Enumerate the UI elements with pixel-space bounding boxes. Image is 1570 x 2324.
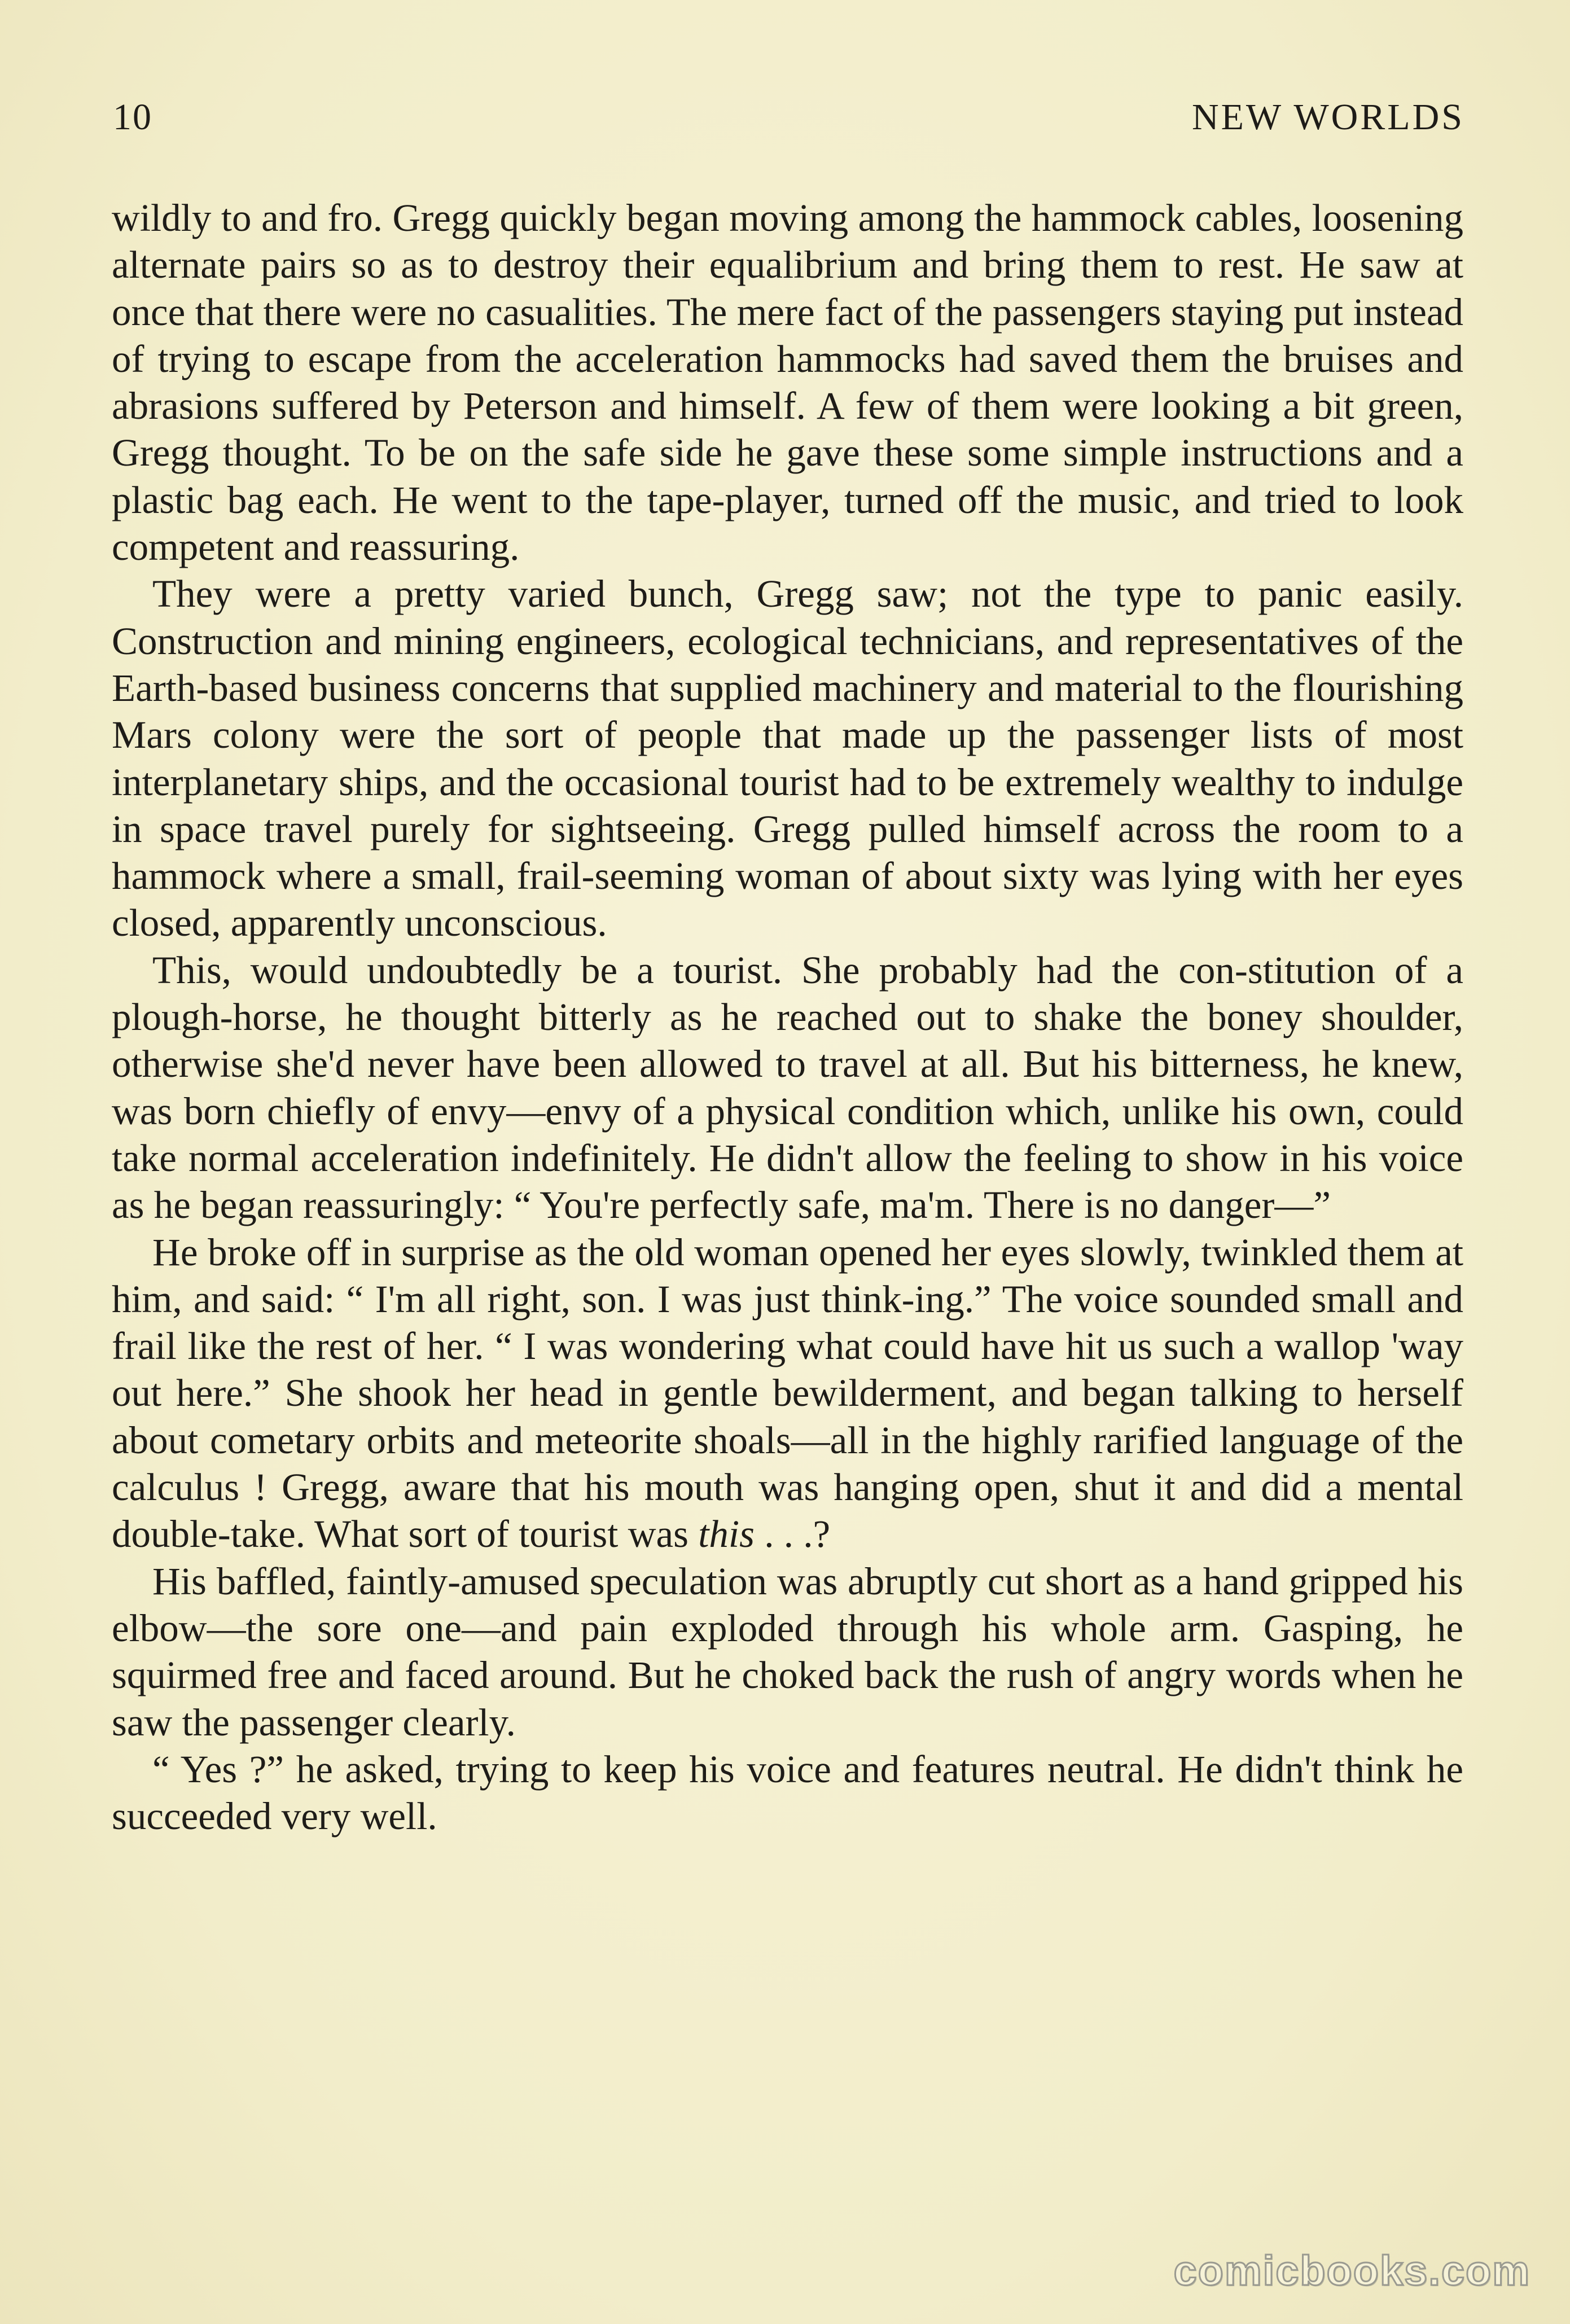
page-number: 10 bbox=[113, 97, 152, 138]
paragraph-2: They were a pretty varied bunch, Gregg saw; not the type to panic easily. Construction and mining engineers, ecological technicians, and representatives of the Earth-based business concerns that supplied machinery and material to the flourishing Mars colony were the sort of people that made up the passenger lists of most interplanetary ships, and the occasional tourist had to be extremely wealthy to indulge in space travel purely for sightseeing. Gregg pulled himself across the room to a hammock where a small, frail-seeming woman of about sixty was lying with her eyes closed, apparently unconscious. bbox=[112, 572, 1463, 945]
paragraph-4-italic: this bbox=[698, 1512, 755, 1556]
page-header bbox=[113, 96, 1464, 152]
paragraph-4-ellipsis: . . .? bbox=[754, 1512, 831, 1556]
running-head: NEW WORLDS bbox=[1191, 97, 1464, 138]
story-body bbox=[112, 195, 1463, 1840]
paragraph-5: His baffled, faintly-amused speculation was abruptly cut short as a hand gripped his elbow—the sore one—and pain exploded through his whole arm. Gasping, he squirmed free and faced around. But he choked back the rush of angry words when he saw the passenger clearly. bbox=[112, 1559, 1463, 1744]
paragraph-4-text: He broke off in surprise as the old woman opened her eyes slowly, twinkled them at him, and said: “ I'm all right, son. I was just think-ing.” The voice sounded small and frail like the rest of her. “ I was wondering what could have hit us such a wallop 'way out here.” She shook her head in gentle bewilderment, and began talking to herself about cometary orbits and meteorite shoals—all in the highly rarified language of the calculus ! Gregg, aware that his mouth was hanging open, shut it and did a mental double-take. What sort of tourist was bbox=[112, 1230, 1463, 1556]
paragraph-4 bbox=[112, 1229, 1463, 1558]
site-watermark: comicbooks.com bbox=[1173, 2247, 1530, 2294]
paragraph-1: wildly to and fro. Gregg quickly began moving among the hammock cables, loosening alternate pairs so as to destroy their equalibrium and bring them to rest. He saw at once that there were no casualities. The mere fact of the passengers staying put instead of trying to escape from the acceleration hammocks had saved them the bruises and abrasions suffered by Peterson and himself. A few of them were looking a bit green, Gregg thought. To be on the safe side he gave these some simple instructions and a plastic bag each. He went to the tape-player, turned off the music, and tried to look competent and reassuring. bbox=[112, 196, 1463, 569]
paragraph-3: This, would undoubtedly be a tourist. She probably had the con-stitution of a plough-horse, he thought bitterly as he reached out to shake the boney shoulder, otherwise she'd never have been allowed to travel at all. But his bitterness, he knew, was born chiefly of envy—envy of a physical condition which, unlike his own, could take normal acceleration indefinitely. He didn't allow the feeling to show in his voice as he began reassuringly: “ You're perfectly safe, ma'm. There is no danger—” bbox=[112, 948, 1463, 1227]
paragraph-6: “ Yes ?” he asked, trying to keep his voice and features neutral. He didn't think he succeeded very well. bbox=[112, 1747, 1463, 1838]
